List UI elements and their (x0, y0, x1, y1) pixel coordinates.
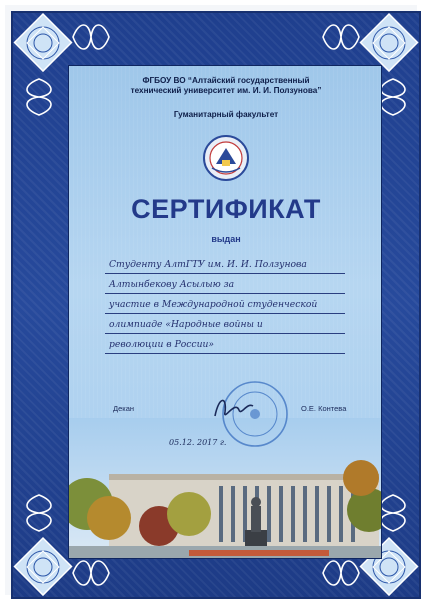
university-name (69, 76, 382, 96)
university-line-1: ФГБОУ ВО “Алтайский государственный (142, 76, 310, 85)
knot-ornament-icon (69, 553, 113, 593)
certificate-panel (68, 65, 382, 559)
dean-label: Декан (113, 404, 135, 413)
ornamental-frame (11, 11, 421, 599)
certificate-title: СЕРТИФИКАТ (131, 194, 321, 224)
issue-date: 05.12. 2017 г. (169, 438, 227, 447)
handwritten-line: Алтынбекову Асылыю за (105, 274, 345, 294)
handwritten-line: участие в Международной студенческой (105, 294, 345, 314)
handwritten-line: революции в России» (105, 334, 345, 354)
knot-ornament-icon (69, 17, 113, 57)
corner-ornament-icon (11, 535, 75, 599)
recipient-lines (105, 254, 345, 354)
university-emblem-icon (202, 134, 250, 182)
signature-row (69, 398, 382, 430)
knot-ornament-icon (19, 75, 59, 119)
handwritten-line: олимпиаде «Народные войны и (105, 314, 345, 334)
knot-ornament-icon (319, 17, 363, 57)
handwritten-line: Студенту АлтГТУ им. И. И. Ползунова (105, 254, 345, 274)
knot-ornament-icon (19, 491, 59, 535)
issued-label: выдан (211, 234, 241, 244)
signature-icon (209, 392, 259, 426)
dean-name: О.Е. Контева (301, 404, 347, 413)
corner-ornament-icon (11, 11, 75, 75)
university-line-2: технический университет им. И. И. Ползунова” (130, 86, 322, 95)
faculty-name: Гуманитарный факультет (173, 110, 279, 119)
knot-ornament-icon (319, 553, 363, 593)
